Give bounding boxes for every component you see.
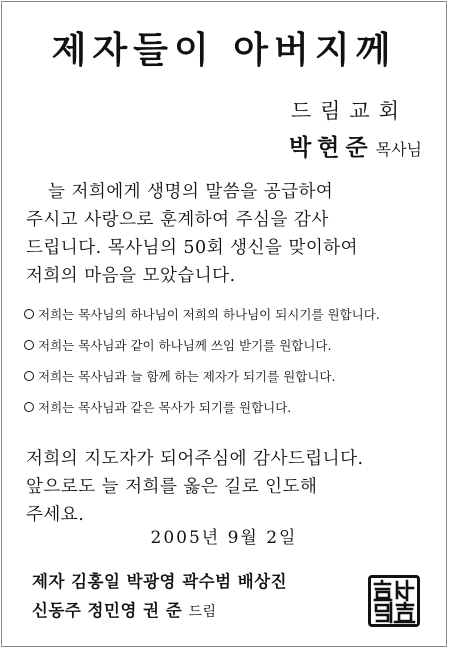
signers-row: [32, 596, 372, 627]
seal-icon: [371, 578, 417, 624]
paragraph-line: 주시고 사랑으로 훈계하여 주심을 감사: [26, 210, 329, 230]
paragraph-line: 저희의 마음을 모았습니다.: [26, 266, 236, 286]
paragraph-line: 드립니다. 목사님의 50회 생신을 맞이하여: [26, 238, 359, 258]
seal-stamp: [368, 575, 420, 627]
circle-bullet-icon: [24, 309, 34, 319]
signers-suffix: 드림: [188, 604, 217, 620]
circle-bullet-icon: [24, 402, 34, 412]
wish-text: 저희는 목사님의 하나님이 저희의 하나님이 되시기를 원합니다.: [38, 307, 380, 322]
letter-page: [1, 1, 447, 647]
wish-list: [24, 305, 434, 429]
pastor-title: 목사님: [375, 140, 422, 159]
gratitude-paragraph: [26, 178, 436, 290]
wish-text: 저희는 목사님과 같이 하나님께 쓰임 받기를 원합니다.: [38, 338, 332, 353]
paragraph-line: 저희의 지도자가 되어주심에 감사드립니다.: [26, 449, 364, 469]
wish-text: 저희는 목사님과 늘 함께 하는 제자가 되기를 원합니다.: [38, 369, 336, 384]
circle-bullet-icon: [24, 371, 34, 381]
letter-date: 2005년 9월 2일: [150, 528, 298, 548]
paragraph-line: 주세요.: [26, 505, 85, 525]
wish-item: [24, 336, 434, 367]
wish-text: 저희는 목사님과 같은 목사가 되기를 원합니다.: [38, 400, 292, 415]
letter-title: 제자들이 아버지께: [51, 29, 397, 71]
wish-item: [24, 398, 434, 429]
closing-paragraph: [26, 445, 436, 529]
circle-bullet-icon: [24, 340, 34, 350]
wish-item: [24, 305, 434, 336]
pastor-line: [289, 129, 422, 162]
signers-names: 신동주 정민영 권 준: [32, 601, 183, 620]
pastor-name: 박현준: [288, 134, 374, 161]
signers-row: 제자 김홍일 박광영 곽수범 배상진: [32, 572, 288, 591]
church-name: 드림교회: [290, 99, 408, 123]
wish-item: [24, 367, 434, 398]
signers-block: [32, 567, 372, 627]
paragraph-line: 늘 저희에게 생명의 말씀을 공급하여: [48, 182, 334, 202]
paragraph-line: 앞으로도 늘 저희를 옳은 길로 인도해: [26, 477, 318, 497]
